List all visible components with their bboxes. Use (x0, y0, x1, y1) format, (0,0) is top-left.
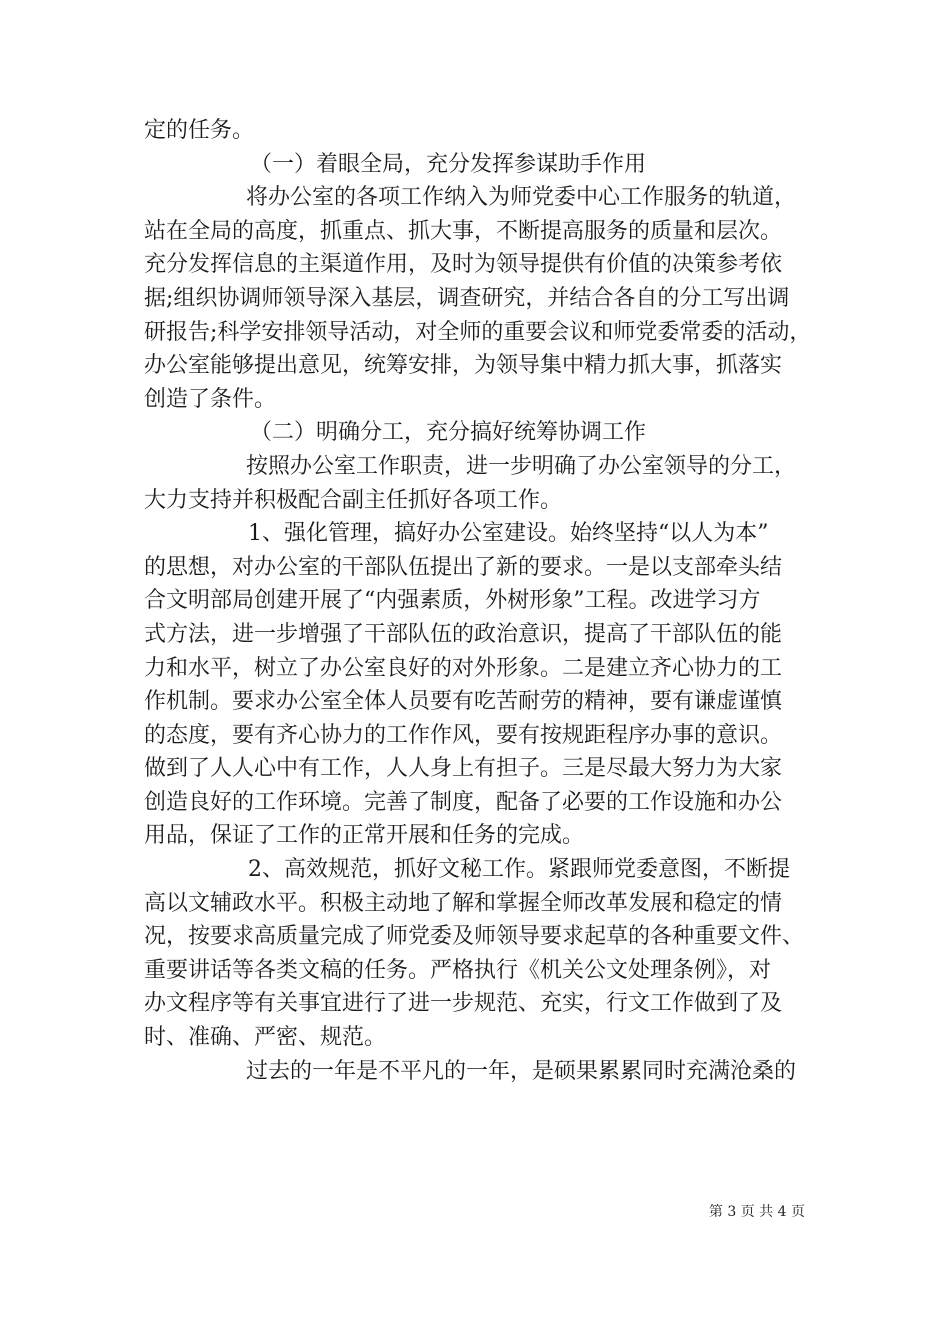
text-line: 重要讲话等各类文稿的任务。严格执行《机关公文处理条例》，对 (144, 957, 772, 983)
text-line: 将办公室的各项工作纳入为师党委中心工作服务的轨道， (246, 185, 797, 211)
text-line: 大力支持并积极配合副主任抓好各项工作。 (144, 487, 563, 513)
text-line: 定的任务。 (144, 118, 255, 143)
text-line: 的思想，对办公室的干部队伍提出了新的要求。一是以支部牵头结 (144, 554, 783, 580)
text-line: 据;组织协调师领导深入基层，调查研究，并结合各自的分工写出调 (144, 285, 790, 311)
text-line: 时、准确、严密、规范。 (144, 1025, 387, 1051)
section-heading-1: （一）着眼全局，充分发挥参谋助手作用 (250, 151, 647, 177)
text-line: 做到了人人心中有工作，人人身上有担子。三是尽最大努力为大家 (144, 756, 783, 782)
text-line: 办公室能够提出意见，统筹安排，为领导集中精力抓大事，抓落实 (144, 353, 783, 379)
text-line: 况，按要求高质量完成了师党委及师领导要求起草的各种重要文件、 (144, 924, 805, 950)
text-line: 过去的一年是不平凡的一年，是硕果累累同时充满沧桑的 (246, 1058, 797, 1084)
list-item-heading-2: 2、高效规范，抓好文秘工作。紧跟师党委意图，不断提 (248, 857, 790, 883)
text-line: 式方法，进一步增强了干部队伍的政治意识，提高了干部队伍的能 (144, 621, 783, 647)
text-line: 作机制。要求办公室全体人员要有吃苦耐劳的精神，要有谦虚谨慎 (144, 689, 783, 715)
text-line: 办文程序等有关事宜进行了进一步规范、充实，行文工作做到了及 (144, 991, 783, 1017)
section-heading-2: （二）明确分工，充分搞好统筹协调工作 (250, 420, 647, 446)
page-number-footer: 第 3 页 共 4 页 (708, 1204, 805, 1220)
text-line: 力和水平，树立了办公室良好的对外形象。二是建立齐心协力的工 (144, 655, 783, 681)
text-line: 高以文辅政水平。积极主动地了解和掌握全师改革发展和稳定的情 (144, 890, 783, 916)
text-line: 的态度，要有齐心协力的工作作风，要有按规距程序办事的意识。 (144, 722, 783, 748)
text-line: 合文明部局创建开展了“内强素质，外树形象”工程。改进学习方 (144, 588, 761, 614)
text-line: 研报告;科学安排领导活动，对全师的重要会议和师党委常委的活动， (144, 319, 812, 345)
list-item-heading-1: 1、强化管理，搞好办公室建设。始终坚持“以人为本” (248, 521, 769, 547)
text-line: 按照办公室工作职责，进一步明确了办公室领导的分工， (246, 453, 797, 479)
text-line: 创造良好的工作环境。完善了制度，配备了必要的工作设施和办公 (144, 789, 783, 815)
text-line: 充分发挥信息的主渠道作用，及时为领导提供有价值的决策参考依 (144, 252, 783, 278)
text-line: 站在全局的高度，抓重点、抓大事，不断提高服务的质量和层次。 (144, 218, 783, 244)
text-line: 用品，保证了工作的正常开展和任务的完成。 (144, 823, 585, 849)
text-line: 创造了条件。 (144, 386, 277, 412)
body-text (144, 114, 810, 1088)
